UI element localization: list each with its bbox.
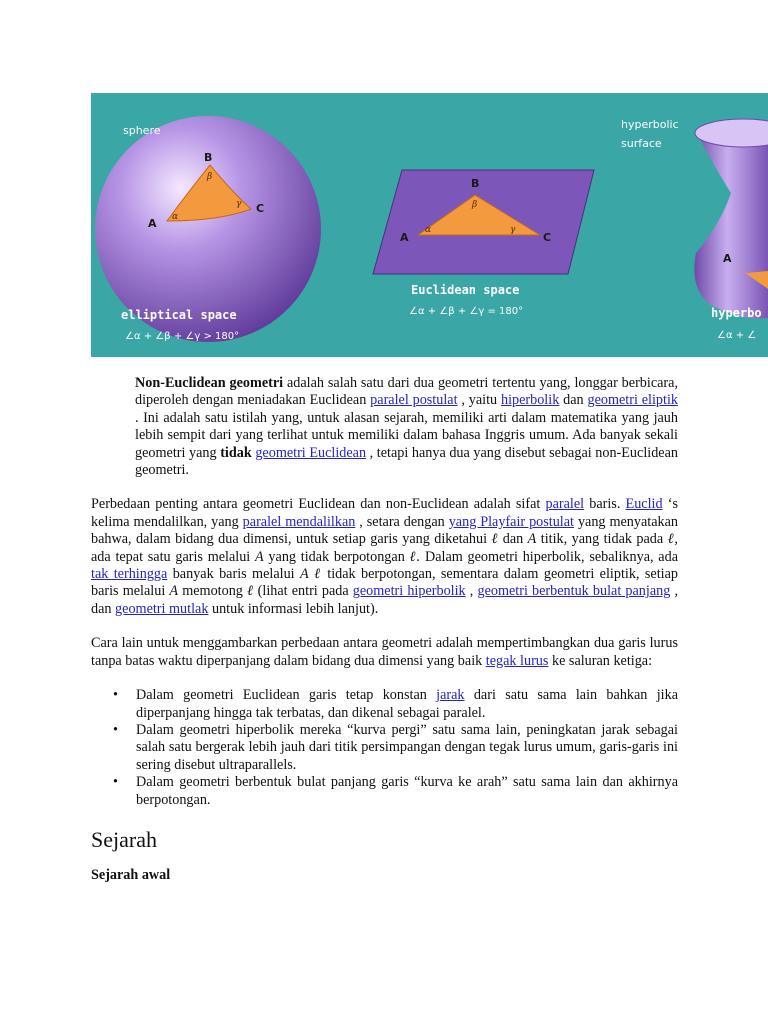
euclidean-title: Euclidean space xyxy=(411,283,520,297)
vertex-b-sphere: B xyxy=(204,151,213,164)
vertex-b-plane: B xyxy=(471,177,480,190)
list-item: • Dalam geometri Euclidean garis tetap konstan jarak dari satu sama lain bahkan jika diperpanjang hingga tak terbatas, dan dikenal sebagai paralel. xyxy=(113,687,678,721)
vertex-c-plane: C xyxy=(543,231,552,244)
vertex-c-sphere: C xyxy=(256,202,265,215)
link-paralel-mendalilkan[interactable]: paralel mendalilkan xyxy=(242,513,356,530)
bullet-marker: • xyxy=(113,687,118,704)
term-non-euclidean: Non-Euclidean geometri xyxy=(135,375,284,391)
link-geometri-bulat-panjang[interactable]: geometri berbentuk bulat panjang xyxy=(477,583,671,600)
link-geometri-hiperbolik[interactable]: geometri hiperbolik xyxy=(352,583,466,600)
link-jarak[interactable]: jarak xyxy=(436,687,465,704)
hyperbolic-surface-label-2: surface xyxy=(621,137,662,150)
link-paralel-postulat[interactable]: paralel postulat xyxy=(370,392,458,409)
link-tak-terhingga[interactable]: tak terhingga xyxy=(91,566,168,583)
sphere-label: sphere xyxy=(123,124,161,137)
link-tegak-lurus[interactable]: tegak lurus xyxy=(485,652,549,669)
paragraph-difference: Cara lain untuk menggambarkan perbedaan antara geometri adalah mempertimbangkan dua garis lurus tanpa batas waktu diperpanjang dalam bidang dua dimensi yang baik tegak lurus ke saluran ketiga: xyxy=(91,635,678,669)
list-item: • Dalam geometri berbentuk bulat panjang garis “kurva ke arah” satu sama lain dan akhirnya berpotongan. xyxy=(113,774,678,808)
vertex-a-hyperbolic: A xyxy=(723,252,732,265)
hyperbolic-formula: ∠α + ∠ xyxy=(717,330,757,341)
angle-beta-sphere: β xyxy=(207,172,213,182)
elliptical-title: elliptical space xyxy=(121,308,237,322)
link-playfair-postulat[interactable]: yang Playfair postulat xyxy=(448,513,574,530)
elliptical-formula: ∠α + ∠β + ∠γ > 180° xyxy=(125,331,240,342)
link-geometri-mutlak[interactable]: geometri mutlak xyxy=(115,600,209,617)
angle-alpha-sphere: α xyxy=(172,212,179,222)
list-item: • Dalam geometri hiperbolik mereka “kurva pergi” satu sama lain, peningkatan jarak sebagai salah satu bergerak lebih jauh dari titik persimpangan dengan tegak lurus umum, garis-garis ini sering disebut ultraparallels. xyxy=(113,721,678,773)
geometry-illustration xyxy=(91,93,768,357)
geometry-figure xyxy=(91,93,768,357)
section-heading: Sejarah xyxy=(91,826,157,852)
subsection-heading: Sejarah awal xyxy=(91,866,171,883)
vertex-a-plane: A xyxy=(400,231,409,244)
link-hiperbolik[interactable]: hiperbolik xyxy=(500,392,560,409)
hyperbolic-surface-label-1: hyperbolic xyxy=(621,118,679,131)
bullet-marker: • xyxy=(113,774,118,791)
link-paralel[interactable]: paralel xyxy=(545,496,585,513)
emphasis-tidak: tidak xyxy=(220,444,252,461)
bullet-list xyxy=(91,687,678,809)
angle-gamma-sphere: γ xyxy=(236,199,242,209)
link-geometri-euclidean[interactable]: geometri Euclidean xyxy=(255,444,367,461)
angle-beta-plane: β xyxy=(472,200,478,210)
paragraph-intro: Non-Euclidean geometri adalah salah satu dari dua geometri tertentu yang, longgar berbicara, diperoleh dengan meniadakan Euclidean paralel postulat , yaitu hiperbolik dan geometri eliptik . Ini adalah satu istilah yang, untuk alasan sejarah, memiliki arti dalam matematika yang jauh lebih sempit dari yang terlihat untuk memiliki dalam bahasa Inggris umum. Ada banyak sekali geometri yang tidak geometri Euclidean , tetapi hanya dua yang disebut sebagai non-Euclidean geometri. xyxy=(135,375,678,479)
paragraph-parallel: Perbedaan penting antara geometri Euclidean dan non-Euclidean adalah sifat paralel baris. Euclid ‘s kelima mendalilkan, yang paralel mendalilkan , setara dengan yang Playfair postulat yang menyatakan bahwa, dalam bidang dua dimensi, untuk setiap garis yang diketahui ℓ dan A titik, yang tidak pada ℓ, ada tepat satu garis melalui A yang tidak berpotongan ℓ. Dalam geometri hiperbolik, sebaliknya, ada tak terhingga banyak baris melalui A ℓ tidak berpotongan, sementara dalam geometri eliptik, setiap baris melalui A memotong ℓ (lihat entri pada geometri hiperbolik , geometri berbentuk bulat panjang , dan geometri mutlak untuk informasi lebih lanjut). xyxy=(91,496,678,617)
angle-alpha-plane: α xyxy=(425,225,432,235)
link-geometri-eliptik[interactable]: geometri eliptik xyxy=(587,392,678,409)
vertex-a-sphere: A xyxy=(148,217,157,230)
euclidean-formula: ∠α + ∠β + ∠γ = 180° xyxy=(409,306,524,317)
link-euclid[interactable]: Euclid xyxy=(625,496,663,513)
angle-gamma-plane: γ xyxy=(510,225,516,235)
article-body xyxy=(91,375,678,884)
hyperbolic-title: hyperbo xyxy=(711,306,762,320)
bullet-marker: • xyxy=(113,721,118,738)
